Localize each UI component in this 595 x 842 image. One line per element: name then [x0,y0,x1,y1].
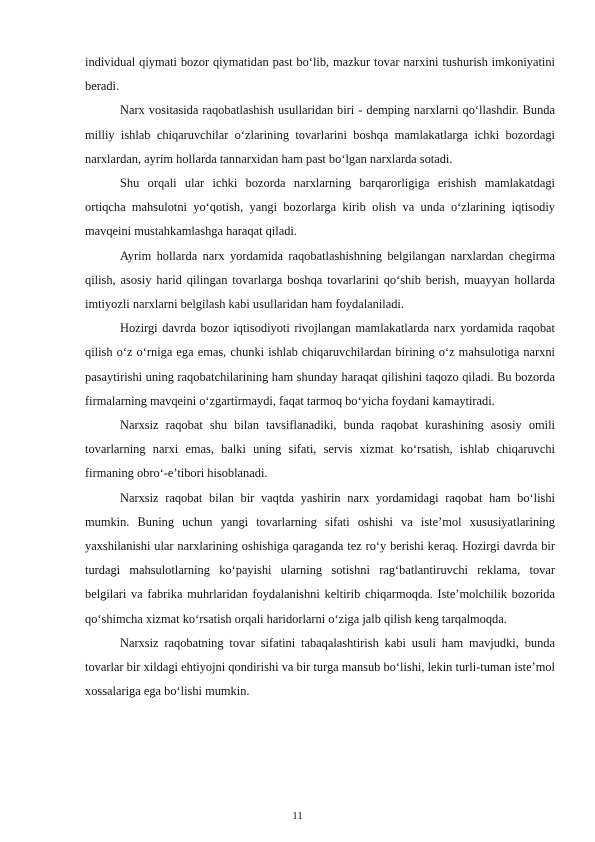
paragraph-1: individual qiymati bozor qiymatidan past bo‘lib, mazkur tovar narxini tushurish imkoniyatini beradi. [85,55,555,94]
paragraph-3: Shu orqali ular ichki bozorda narxlarning barqarorligiga erishish mamlakatdagi ortiqcha mahsulotni yo‘qotish, yangi bozorlarga kirib olish va unda o‘zlarining iqtisodiy mavqeini mustahkamlashga haraqat qiladi. [85,176,555,239]
paragraph-8: Narxsiz raqobatning tovar sifatini tabaqalashtirish kabi usuli ham mavjudki, bunda tovarlar bir xildagi ehtiyojni qondirishi va bir turga mansub bo‘lishi, lekin turli-tuman iste’mol xossalariga ega bo‘lishi mumkin. [85,635,555,699]
body-text [85,50,555,703]
paragraph-5: Hozirgi davrda bozor iqtisodiyoti rivojlangan mamlakatlarda narx yordamida raqobat qilish o‘z o‘rniga ega emas, chunki ishlab chiqaruvchilardan birining o‘z mahsulotiga narxni pasaytirishi uning raqobatchilarining ham shunday haraqat qilishini taqozo qiladi. Bu bozorda firmalarning mavqeini o‘zgartirmaydi, faqat tarmoq bo‘yicha foydani kamaytiradi. [85,321,555,408]
paragraph-7: Narxsiz raqobat bilan bir vaqtda yashirin narx yordamidagi raqobat ham bo‘lishi mumkin. Buning uchun yangi tovarlarning sifati oshishi va iste’mol xususiyatlarining yaxshilanishi ular narxlarining oshishiga qaraganda tez ro‘y berishi keraq. Hozirgi davrda bir turdagi mahsulotlarning ko‘payishi ularning sotishni rag‘batlantiruvchi reklama, tovar belgilari va fabrika muhrlaridan foydalanishni keltirib chiqarmoqda. Iste’molchilik bozorida qo‘shimcha xizmat ko‘rsatish orqali haridorlarni o‘ziga jalb qilish keng tarqalmoqda. [85,490,555,626]
paragraph-6: Narxsiz raqobat shu bilan tavsiflanadiki, bunda raqobat kurashining asosiy omili tovarlarning narxi emas, balki uning sifati, servis xizmat ko‘rsatish, ishlab chiqaruvchi firmaning obro‘-e’tibori hisoblanadi. [85,418,555,481]
page-number: 11 [292,810,303,822]
paragraph-4: Ayrim hollarda narx yordamida raqobatlashishning belgilangan narxlardan chegirma qilish, asosiy harid qilingan tovarlarga boshqa tovarlarini qo‘shib berish, muayyan hollarda imtiyozli narxlarni belgilash kabi usullaridan ham foydalaniladi. [85,248,555,312]
paragraph-2: Narx vositasida raqobatlashish usullaridan biri - demping narxlarni qo‘llashdir. Bunda milliy ishlab chiqaruvchilar o‘zlarining tovarlarini boshqa mamlakatlarga ichki bozordagi narxlardan, ayrim hollarda tannarxidan ham past bo‘lgan narxlarda sotadi. [85,103,555,166]
